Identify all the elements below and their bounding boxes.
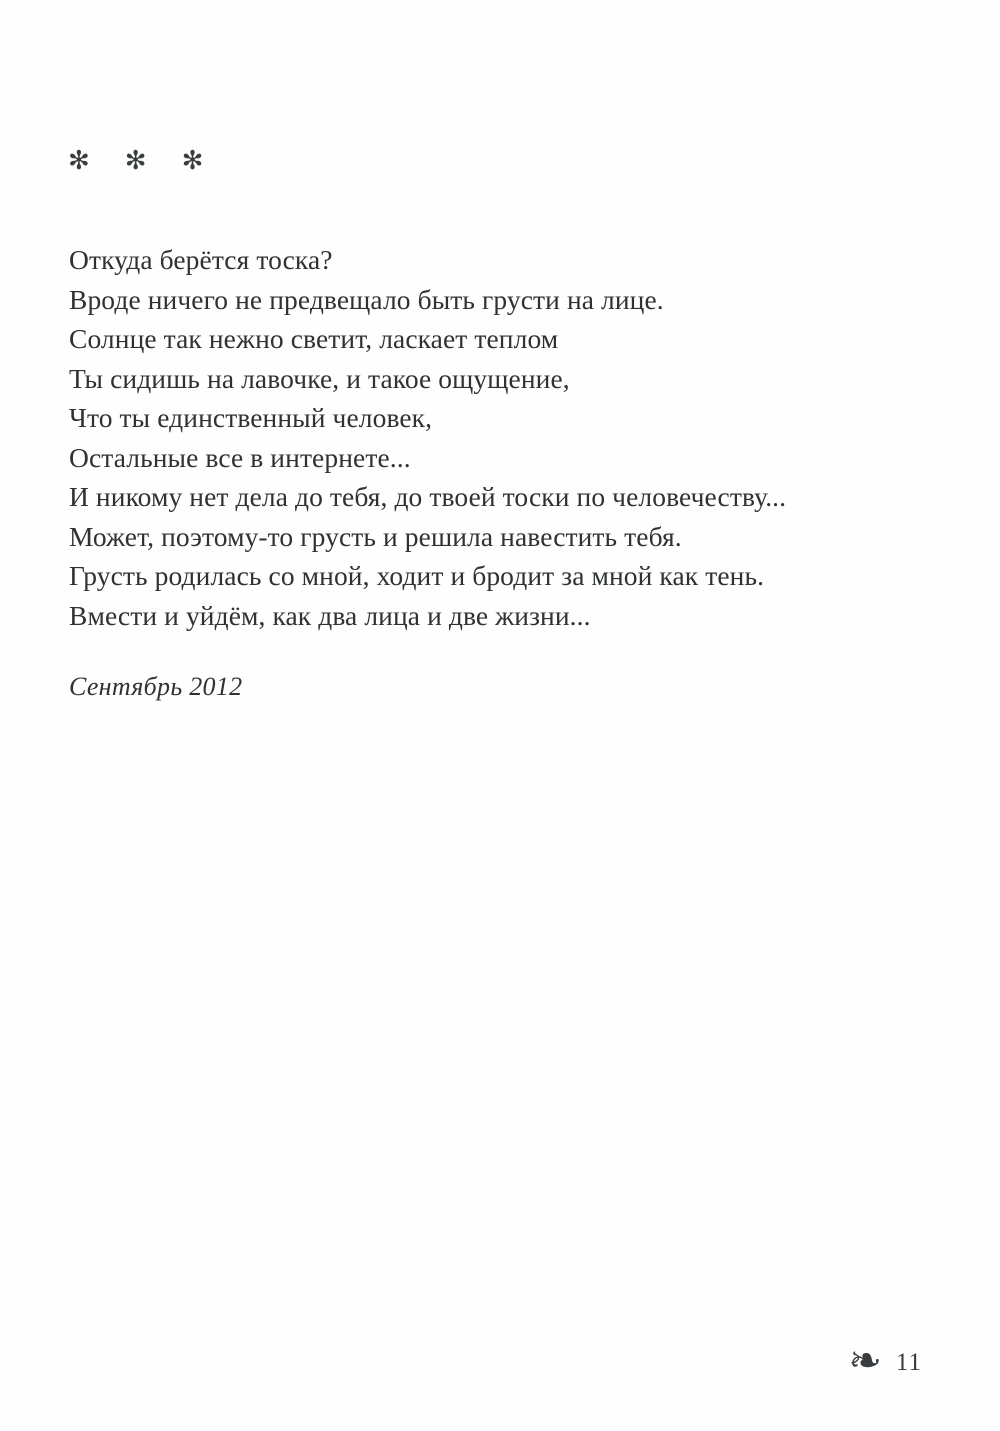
poem-line: И никому нет дела до тебя, до твоей тоски по человечеству... <box>69 481 787 512</box>
page-footer <box>848 1338 922 1384</box>
poem-line: Солнце так нежно светит, ласкает теплом <box>69 323 559 354</box>
poem-line: Вмести и уйдём, как два лица и две жизни... <box>69 599 591 631</box>
poem-body <box>69 240 929 635</box>
poem-line: Ты сидишь на лавочке, и такое ощущение, <box>69 362 570 394</box>
poem-line: Что ты единственный человек, <box>69 402 433 433</box>
poem-line: Остальные все в интернете... <box>69 441 411 473</box>
asterisk-icon: ✻ <box>181 146 204 175</box>
section-separator <box>68 148 203 174</box>
asterisk-icon: ✻ <box>124 146 147 175</box>
poem-line: Может, поэтому-то грусть и решила навестить тебя. <box>69 520 682 552</box>
flourish-ornament-icon: ❧ <box>848 1338 882 1384</box>
page-number: 11 <box>895 1349 922 1376</box>
asterisk-icon: ✻ <box>68 146 90 175</box>
poem-line: Откуда берётся тоска? <box>69 244 333 275</box>
poem-line: Вроде ничего не предвещало быть грусти на лице. <box>69 283 664 315</box>
poem-line: Грусть родилась со мной, ходит и бродит за мной как тень. <box>69 560 765 591</box>
poem-date: Сентябрь 2012 <box>69 672 243 701</box>
